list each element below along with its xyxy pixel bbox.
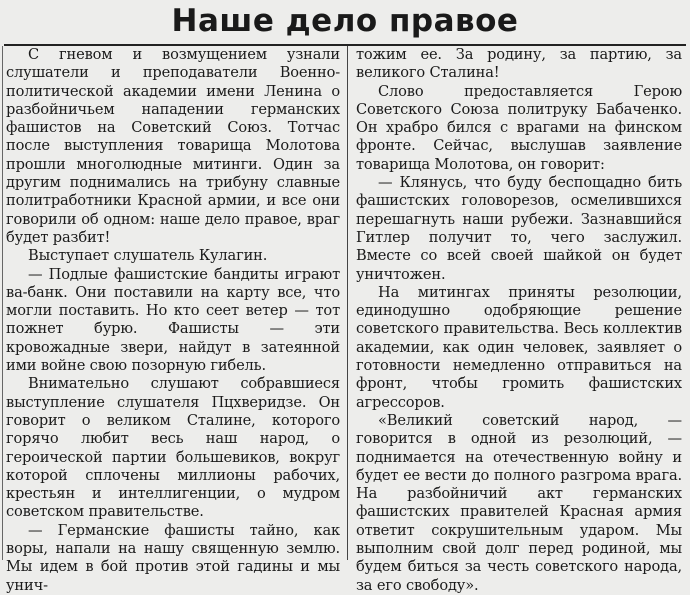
article-headline: Наше дело правое bbox=[171, 3, 519, 39]
paragraph: С гневом и возмущением узнали слушатели и преподаватели Военно-политической академии имени Ленина о разбойничьем нападении германских фашистов на Советский Союз. Тотчас после выступления товарища Молотова прошли многолюдные митинги. Один за другим поднимались на трибуну славные политработники Красной армии, и все они говорили об одном: наше дело правое, враг будет разбит! bbox=[6, 46, 340, 246]
paragraph: Внимательно слушают собравшиеся выступление слушателя Пцхверидзе. Он говорит о великом Сталине, которого горячо любит весь наш народ, о героической партии большевиков, вокруг которой сплочены миллионы рабочих, крестьян и интеллигенции, о мудром советском правительстве. bbox=[6, 375, 340, 521]
paragraph: — Подлые фашистские бандиты играют ва-банк. Они поставили на карту все, что могли поставить. Но кто сеет ветер — тот пожнет бурю. Фашисты — эти кровожадные звери, найдут в затеянной ими войне свою позорную гибель. bbox=[6, 265, 340, 375]
right-column bbox=[356, 46, 682, 595]
paragraph: Слово предоставляется Герою Советского Союза политруку Бабаченко. Он храбро бился с врагами на финском фронте. Сейчас, выслушав заявление товарища Молотова, он говорит: bbox=[356, 82, 682, 173]
paragraph: — Германские фашисты тайно, как воры, напали на нашу священную землю. Мы идем в бой против этой гадины и мы унич- bbox=[6, 521, 340, 594]
left-edge-rule bbox=[2, 46, 3, 560]
paragraph: На митингах приняты резолюции, единодушно одобряющие решение советского правительства. Весь коллектив академии, как один человек, заявляет о готовности немедленно отправиться на фронт, чтобы громить фашистских агрессоров. bbox=[356, 283, 682, 411]
paragraph: «Великий советский народ, — говорится в одной из резолюций, — поднимается на отечественную войну и будет ее вести до полного разгрома врага. На разбойничий акт германских фашистских правителей Красная армия ответит сокрушительным ударом. Мы выполним свой долг перед родиной, мы будем биться за честь советского народа, за его свободу». bbox=[356, 411, 682, 594]
paragraph: Выступает слушатель Кулагин. bbox=[28, 247, 268, 265]
paragraph: — Клянусь, что буду беспощадно бить фашистских головорезов, осмелившихся перешагнуть наши рубежи. Зазнавшийся Гитлер получит то, чего заслужил. Вместе со всей своей шайкой он будет уничтожен. bbox=[356, 174, 682, 283]
left-column bbox=[6, 46, 340, 595]
paragraph-continuation: тожим ее. За родину, за партию, за великого Сталина! bbox=[356, 46, 682, 82]
column-divider bbox=[347, 46, 348, 560]
